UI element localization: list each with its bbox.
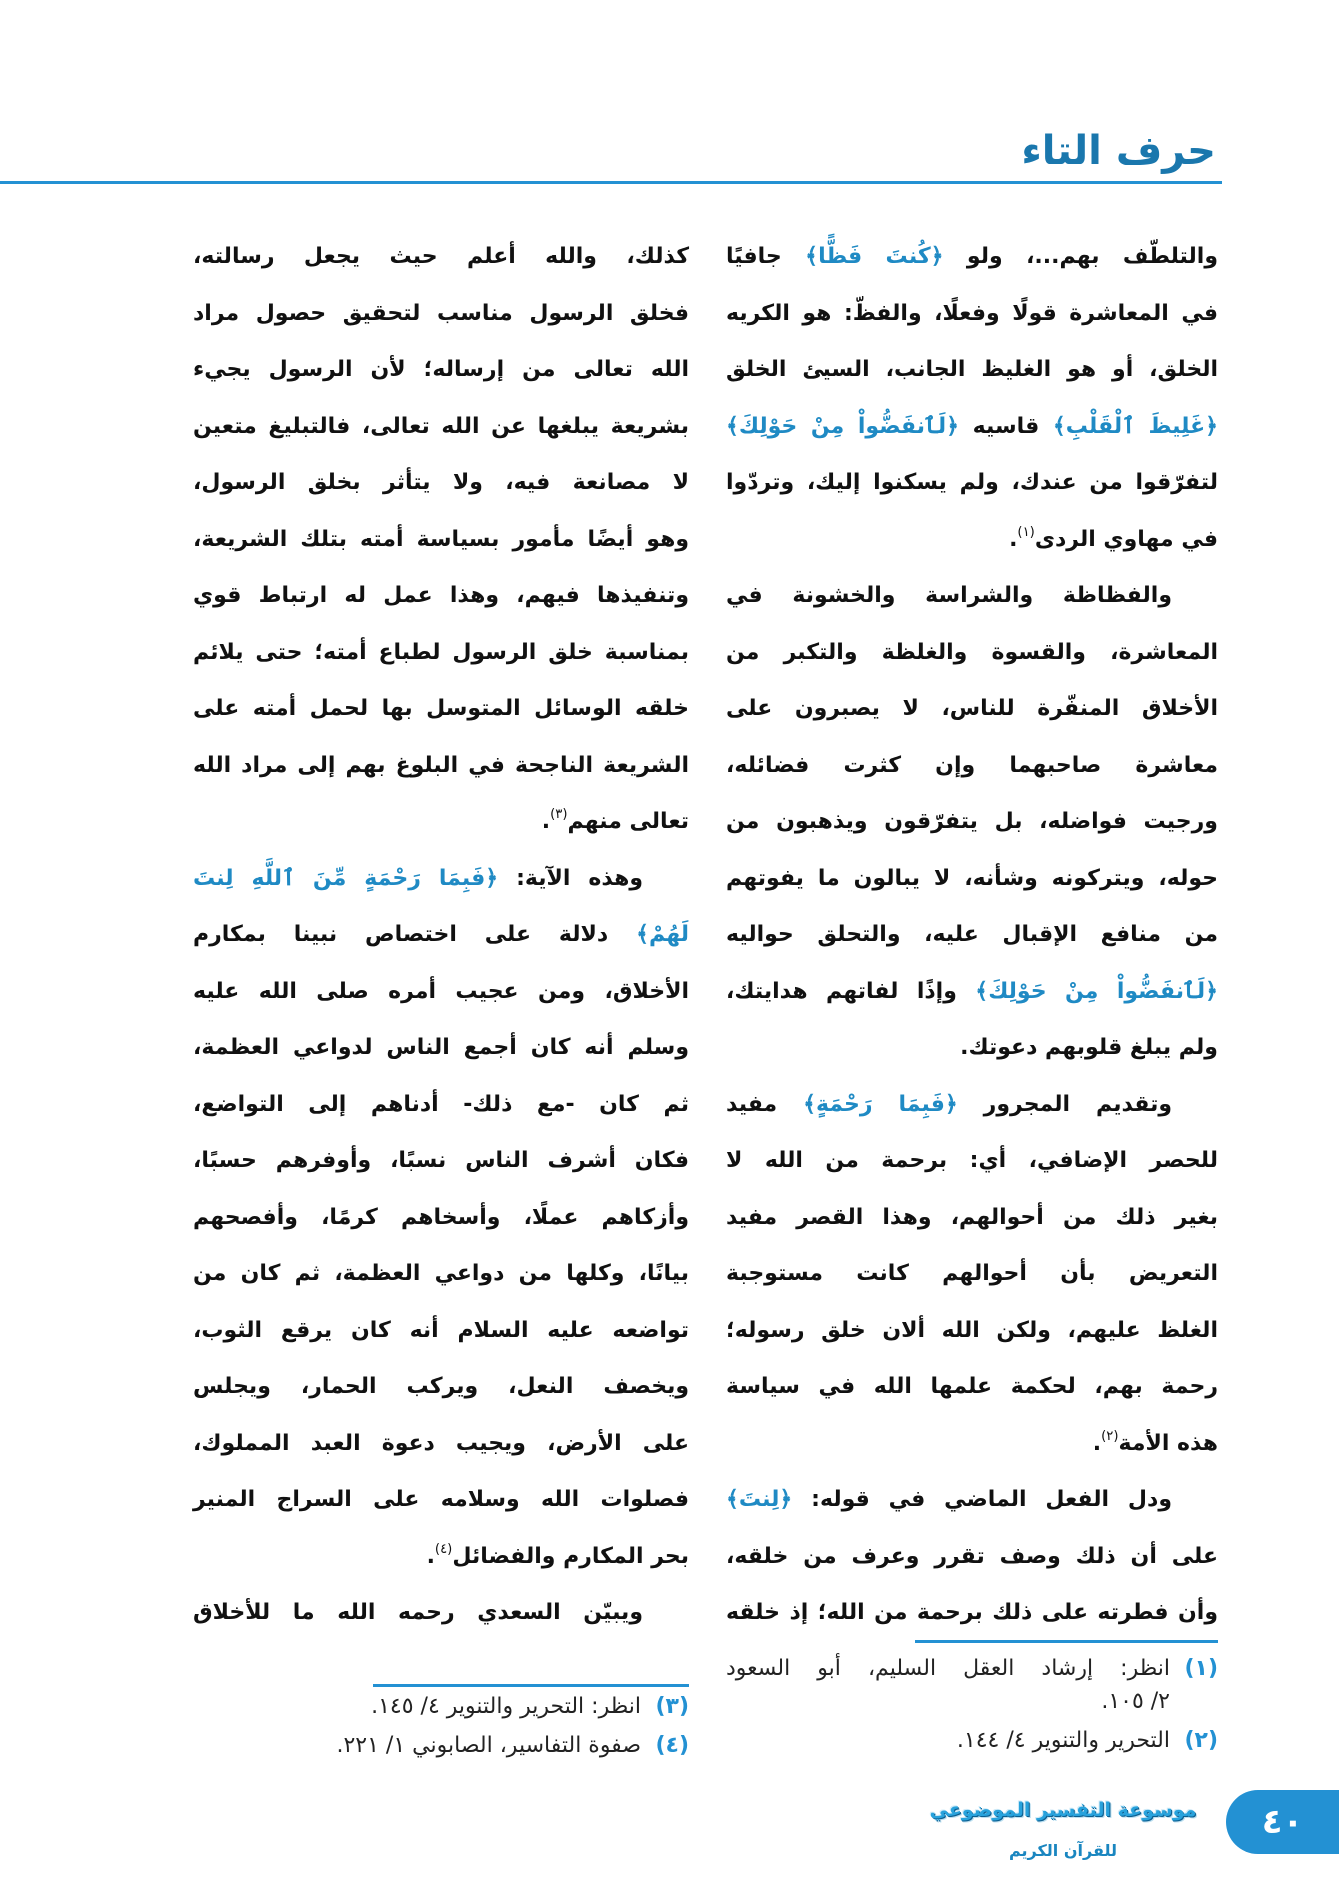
text-segment: رحمة بهم، لحكمة علمها الله في سياسة [726,1374,1218,1399]
text-segment: ورجيت فواضله، بل يتفرّقون ويذهبون من [726,809,1218,834]
footnotes-left [193,1690,689,1762]
text-line [726,625,1218,682]
text-column-right [726,229,1218,1642]
text-line [193,342,689,399]
text-segment: ثم كان -مع ذلك- أدناهم إلى التواضع، [193,1091,689,1117]
text-line [193,1472,689,1529]
text-segment: وسلم أنه كان أجمع الناس لدواعي العظمة، [193,1035,689,1060]
footnote-ref: (٢) [1101,1428,1119,1444]
text-segment: كذلك، والله أعلم حيث يجعل رسالته، [193,244,689,269]
text-segment: ويبيّن السعدي رحمه الله ما للأخلاق [193,1600,643,1625]
text-segment: والتلطّف بهم...، ولو [943,244,1219,269]
footnote-line: انظر: التحرير والتنوير ٤/ ١٤٥. [371,1694,641,1719]
text-segment: وتقديم المجرور [957,1091,1172,1117]
text-segment: الله تعالى من إرساله؛ لأن الرسول يجيء [193,357,689,382]
text-line [193,1020,689,1077]
text-line [193,1133,689,1190]
footnote-number: (٣) [655,1694,689,1719]
chapter-title: حرف التاء [1021,128,1216,174]
text-line [726,1416,1218,1473]
text-line [193,568,689,625]
quran-verse: ﴿لَٱنفَضُّواْ مِنْ حَوْلِكَ﴾ [726,413,960,439]
text-segment: وإذًا لفاتهم هدايتك، [726,978,976,1004]
quran-verse: ﴿فَبِمَا رَحْمَةٍ مِّنَ ٱللَّهِ لِنتَ [193,865,499,891]
quran-verse: ﴿لِنتَ﴾ [726,1487,793,1512]
footnote-number: (٢) [1184,1728,1218,1753]
text-line [726,342,1218,399]
text-line [726,681,1218,738]
text-line [726,1077,1218,1134]
text-line [726,1529,1218,1586]
text-line [726,1303,1218,1360]
text-segment: مفيد [726,1091,804,1117]
text-segment: خلقه الوسائل المتوسل بها لحمل أمته على [193,696,689,721]
footnote [726,1652,1218,1718]
text-line [726,1359,1218,1416]
encyclopedia-logo [925,1780,1201,1876]
text-line [193,286,689,343]
text-column-left [193,229,689,1642]
text-line [726,399,1218,456]
text-segment: للحصر الإضافي، أي: برحمة من الله لا [726,1148,1218,1173]
footnote [726,1724,1218,1757]
text-line [726,1133,1218,1190]
quran-verse: ﴿فَبِمَا رَحْمَةٍ﴾ [803,1091,958,1117]
header-divider [0,181,1222,184]
text-line [726,1020,1218,1077]
text-line [193,1416,689,1473]
text-segment: وتنفيذها فيهم، وهذا عمل له ارتباط قوي [193,583,689,608]
text-segment: في مهاوي الردى [1034,526,1218,552]
text-segment: تواضعه عليه السلام أنه كان يرقع الثوب، [193,1317,689,1343]
footnote-line: التحرير والتنوير ٤/ ١٤٤. [956,1728,1170,1753]
page-number: ٤٠ [1261,1802,1304,1842]
text-line [193,1190,689,1247]
text-line [193,681,689,738]
footnote-divider-right [915,1640,1218,1643]
text-segment: . [426,1543,435,1569]
text-line [193,1077,689,1134]
footnote-line: صفوة التفاسير، الصابوني ١/ ٢٢١. [336,1733,641,1758]
quran-verse: ﴿لَٱنفَضُّواْ مِنْ حَوْلِكَ﴾ [975,978,1218,1004]
text-line [193,1585,689,1642]
text-segment: فكان أشرف الناس نسبًا، وأوفرهم حسبًا، [193,1148,689,1173]
text-segment: معاشرة صاحبهما وإن كثرت فضائله، [726,752,1218,778]
footnote-text [726,1724,1170,1757]
text-segment: والفظاظة والشراسة والخشونة في [726,583,1172,608]
text-segment: بحر المكارم والفضائل [452,1543,689,1569]
text-line [193,794,689,851]
text-segment: تعالى منهم [567,809,689,834]
text-line [726,1472,1218,1529]
text-segment: التعريض بأن أحوالهم كانت مستوجبة [726,1261,1218,1286]
text-segment: فصلوات الله وسلامه على السراج المنير [193,1487,689,1512]
footnote-ref: (٤) [434,1541,453,1557]
text-line [193,512,689,569]
text-line [193,625,689,682]
text-line [726,455,1218,512]
text-segment: بغير ذلك من أحوالهم، وهذا القصر مفيد [726,1204,1218,1230]
text-segment: على الأرض، ويجيب دعوة العبد المملوك، [193,1430,689,1456]
text-segment: وهذه الآية: [498,865,643,891]
text-line [193,1303,689,1360]
text-line [726,286,1218,343]
text-segment: الشريعة الناجحة في البلوغ بهم إلى مراد الله [193,752,689,778]
quran-verse: ﴿غَلِيظَ ٱلْقَلْبِ﴾ [1052,413,1218,439]
text-line [193,964,689,1021]
text-segment: المعاشرة، والقسوة والغلظة والتكبر من [726,639,1218,665]
footnote-number: (١) [1184,1656,1218,1681]
quran-verse: لَهُمْ﴾ [636,922,689,947]
footnote-text [193,1690,641,1723]
text-line [726,568,1218,625]
footnote [193,1729,689,1762]
logo-title: موسوعة التفسير الموضوعي [929,1799,1197,1821]
text-line [726,851,1218,908]
text-line [193,1529,689,1586]
footnote-divider-left [373,1684,689,1687]
text-segment: . [541,809,551,834]
text-segment: وأزكاهم عملًا، وأسخاهم كرمًا، وأفصحهم [193,1204,689,1230]
text-segment: لا مصانعة فيه، ولا يتأثر بخلق الرسول، [193,470,689,495]
text-line [726,1190,1218,1247]
text-line [726,964,1218,1021]
footnote-line: ٢/ ١٠٥. [1101,1689,1170,1714]
text-line [193,1359,689,1416]
text-segment: الخلق، أو هو الغليظ الجانب، السيئ الخلق [726,357,1218,382]
footnote-number: (٤) [655,1733,689,1758]
text-line [193,399,689,456]
text-segment: الأخلاق المنفّرة للناس، لا يصبرون على [726,696,1218,721]
text-line [726,907,1218,964]
text-segment: ولم يبلغ قلوبهم دعوتك. [960,1035,1218,1060]
text-segment: حوله، ويتركونه وشأنه، لا يبالون ما يفوتهم [726,865,1218,891]
logo-subtitle: للقرآن الكريم [1008,1841,1118,1860]
text-segment: فخلق الرسول مناسب لتحقيق حصول مراد [193,300,689,326]
text-line [193,1246,689,1303]
text-line [193,907,689,964]
text-segment: الغلظ عليهم، ولكن الله ألان خلق رسوله؛ [726,1317,1218,1343]
text-line [726,512,1218,569]
footnote-line: انظر: إرشاد العقل السليم، أبو السعود [726,1656,1170,1681]
text-line [726,794,1218,851]
text-segment: دلالة على اختصاص نبينا بمكارم [193,922,637,947]
text-segment: . [1092,1430,1102,1456]
footnotes-right [726,1652,1218,1757]
text-line [726,1246,1218,1303]
footnote-text [193,1729,641,1762]
quran-verse: ﴿كُنتَ فَظًّا﴾ [805,244,944,269]
text-segment: ودل الفعل الماضي في قوله: [792,1487,1172,1512]
text-segment: الأخلاق، ومن عجيب أمره صلى الله عليه [193,978,689,1004]
text-line [193,455,689,512]
text-segment: وأن فطرته على ذلك برحمة من الله؛ إذ خلقه [726,1600,1218,1625]
text-segment: من منافع الإقبال عليه، والتحلق حواليه [726,922,1218,947]
text-segment: ويخصف النعل، ويركب الحمار، ويجلس [193,1374,689,1399]
text-segment: بمناسبة خلق الرسول لطباع أمته؛ حتى يلائم [193,639,689,665]
text-segment: على أن ذلك وصف تقرر وعرف من خلقه، [726,1543,1218,1569]
text-segment: قاسيه [959,413,1053,439]
text-line [726,229,1218,286]
text-segment: بشريعة يبلغها عن الله تعالى، فالتبليغ متعين [193,413,689,439]
footnote-ref: (٣) [550,807,568,823]
text-segment: هذه الأمة [1118,1430,1218,1456]
text-segment: . [1009,526,1018,552]
text-line [726,1585,1218,1642]
page-number-tab [1226,1790,1339,1854]
text-line [193,851,689,908]
text-line [193,738,689,795]
footnote-ref: (١) [1017,524,1035,540]
text-segment: وهو أيضًا مأمور بسياسة أمته بتلك الشريعة، [193,526,689,552]
text-line [726,738,1218,795]
text-line [193,229,689,286]
footnote [193,1690,689,1723]
text-segment: جافيًا [726,244,806,269]
text-segment: في المعاشرة قولًا وفعلًا، والفظّ: هو الكريه [726,300,1218,326]
text-segment: بيانًا، وكلها من دواعي العظمة، ثم كان من [193,1261,689,1286]
text-segment: لتفرّقوا من عندك، ولم يسكنوا إليك، وتردّوا [726,470,1218,495]
footnote-text [726,1652,1170,1718]
